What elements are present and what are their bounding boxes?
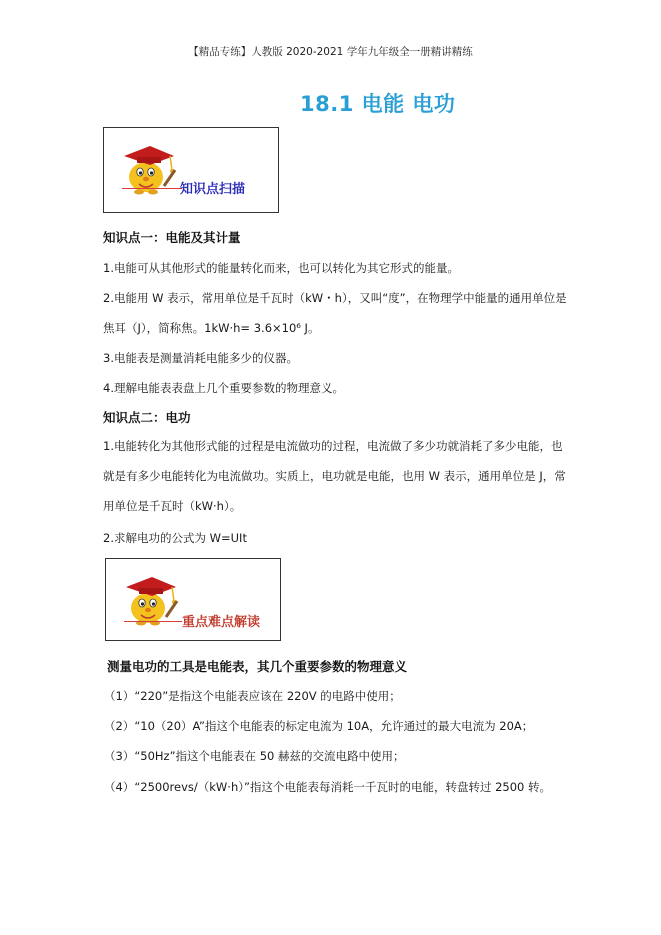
section-heading: 知识点二：电功 xyxy=(103,410,191,425)
paragraph: 焦耳（J），简称焦。1kW·h= 3.6×10⁶ J。 xyxy=(103,321,320,335)
paragraph: 2.电能用 W 表示，常用单位是千瓦时（kW・h），又叫“度”，在物理学中能量的通用单位是 xyxy=(103,291,567,305)
badge-underline xyxy=(124,621,182,622)
paragraph: 3.电能表是测量消耗电能多少的仪器。 xyxy=(103,351,298,365)
paragraph: （4）“2500revs/（kW·h）”指这个电能表每消耗一千瓦时的电能，转盘转过 2500 转。 xyxy=(104,780,552,794)
badge-label: 重点难点解读 xyxy=(182,615,261,630)
section-heading: 知识点一：电能及其计量 xyxy=(103,230,241,245)
paragraph: 就是有多少电能转化为电流做功。实质上，电功就是电能，也用 W 表示，通用单位是 J，常 xyxy=(103,469,566,483)
section-heading: 测量电功的工具是电能表，其几个重要参数的物理意义 xyxy=(107,659,408,674)
paragraph: （2）“10（20）A”指这个电能表的标定电流为 10A，允许通过的最大电流为 20A； xyxy=(104,719,534,733)
key-points-badge xyxy=(105,558,281,641)
knowledge-scan-badge xyxy=(103,127,279,213)
badge-underline xyxy=(122,188,182,189)
paragraph: 4.理解电能表表盘上几个重要参数的物理意义。 xyxy=(103,381,344,395)
paragraph: （3）“50Hz”指这个电能表在 50 赫兹的交流电路中使用； xyxy=(104,749,405,763)
paragraph: 1.电能转化为其他形式能的过程是电流做功的过程，电流做了多少功就消耗了多少电能，也 xyxy=(103,439,563,453)
paragraph: 1.电能可从其他形式的能量转化而来，也可以转化为其它形式的能量。 xyxy=(103,261,459,275)
paragraph: 2.求解电功的公式为 W=UIt xyxy=(103,531,247,545)
paragraph: （1）“220”是指这个电能表应该在 220V 的电路中使用； xyxy=(104,689,401,703)
mascot-icon xyxy=(120,134,180,200)
paragraph: 用单位是千瓦时（kW·h）。 xyxy=(103,499,242,513)
page-title: 18.1 电能 电功 xyxy=(300,92,456,116)
page-header: 【精品专练】人教版 2020-2021 学年九年级全一册精讲精练 xyxy=(188,46,473,58)
badge-label: 知识点扫描 xyxy=(180,182,246,197)
